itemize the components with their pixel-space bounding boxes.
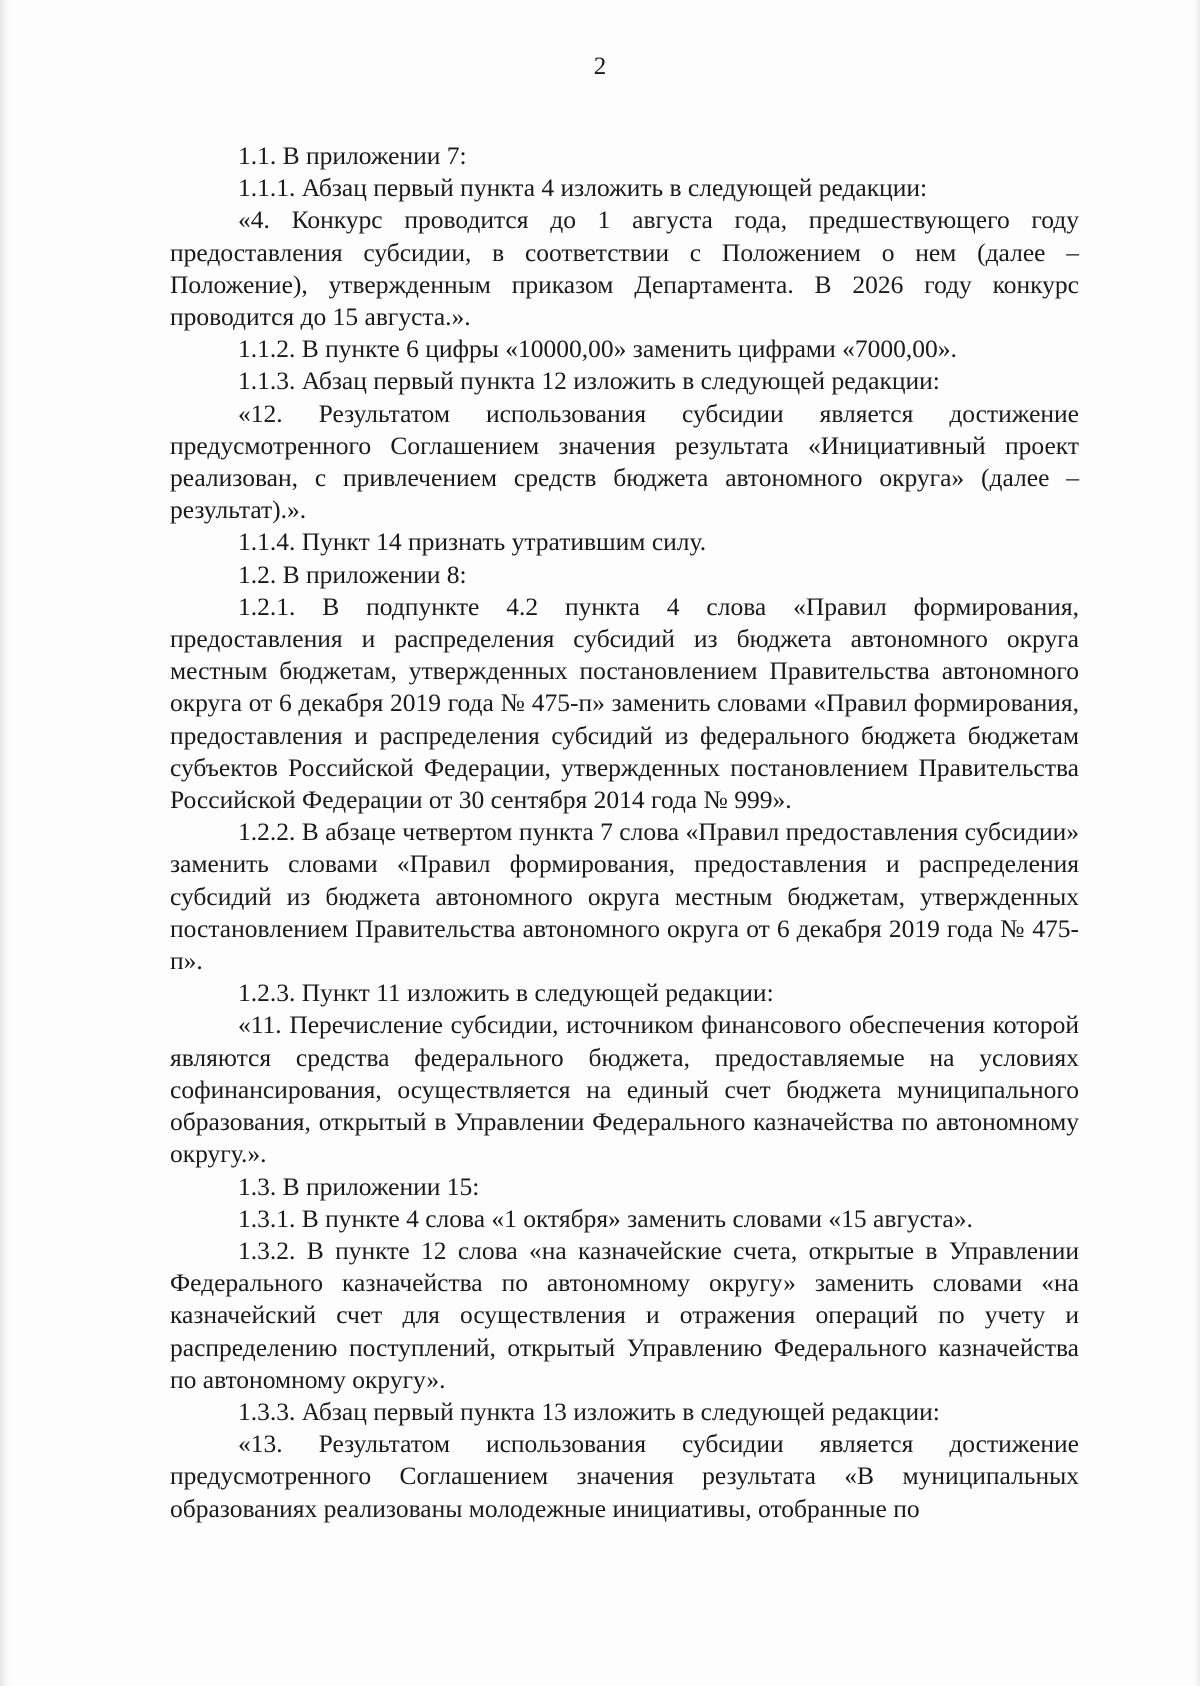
scan-edge-left bbox=[0, 0, 10, 1686]
paragraph-1-2-1: 1.2.1. В подпункте 4.2 пункта 4 слова «Правил формирования, предоставления и распределения субсидий из бюджета автономного округа местным бюджетам, утвержденных постановлением Правительства автономного округа от 6 декабря 2019 года № 475-п» заменить словами «Правил формирования, предоставления и распределения субсидий из федерального бюджета бюджетам субъектов Российской Федерации, утвержденных постановлением Правительства Российской Федерации от 30 сентября 2014 года № 999». bbox=[170, 591, 1079, 815]
paragraph-1-3: 1.3. В приложении 15: bbox=[238, 1171, 480, 1201]
paragraph-1-1-3: 1.1.3. Абзац первый пункта 12 изложить в следующей редакции: bbox=[238, 366, 940, 396]
paragraph-quote-11: «11. Перечисление субсидии, источником финансового обеспечения которой являются средства федерального бюджета, предоставляемые на условиях софинансирования, осуществляется на единый счет бюджета муниципального образования, открытый в Управлении Федерального казначейства по автономному округу.». bbox=[170, 1010, 1079, 1169]
paragraph-1-2-3: 1.2.3. Пункт 11 изложить в следующей редакции: bbox=[238, 978, 774, 1008]
paragraph-1-3-1: 1.3.1. В пункте 4 слова «1 октября» заменить словами «15 августа». bbox=[238, 1203, 973, 1233]
paragraph-1-1-1: 1.1.1. Абзац первый пункта 4 изложить в следующей редакции: bbox=[238, 173, 928, 203]
paragraph-1-1-4: 1.1.4. Пункт 14 признать утратившим силу. bbox=[238, 527, 707, 557]
document-body bbox=[170, 140, 1079, 1525]
page-number: 2 bbox=[593, 53, 607, 80]
paragraph-quote-4: «4. Конкурс проводится до 1 августа года, предшествующего году предоставления субсидии, в соответствии с Положением о нем (далее – Положение), утвержденным приказом Департамента. В 2026 году конкурс проводится до 15 августа.». bbox=[170, 205, 1079, 332]
paragraph-1-3-3: 1.3.3. Абзац первый пункта 13 изложить в следующей редакции: bbox=[238, 1396, 940, 1426]
paragraph-1-1-2: 1.1.2. В пункте 6 цифры «10000,00» заменить цифрами «7000,00». bbox=[238, 334, 957, 364]
paragraph-1-1: 1.1. В приложении 7: bbox=[238, 141, 467, 170]
paragraph-1-2: 1.2. В приложении 8: bbox=[238, 559, 467, 589]
paragraph-quote-12: «12. Результатом использования субсидии является достижение предусмотренного Соглашением значения результата «Инициативный проект реализован, с привлечением средств бюджета автономного округа» (далее – результат).». bbox=[170, 398, 1079, 525]
paragraph-1-2-2: 1.2.2. В абзаце четвертом пункта 7 слова «Правил предоставления субсидии» заменить словами «Правил формирования, предоставления и распределения субсидий из бюджета автономного округа местным бюджетам, утвержденных постановлением Правительства автономного округа от 6 декабря 2019 года № 475-п». bbox=[170, 817, 1079, 976]
scan-edge-right bbox=[1194, 0, 1200, 1686]
paragraph-1-3-2: 1.3.2. В пункте 12 слова «на казначейские счета, открытые в Управлении Федерального казначейства по автономному округу» заменить словами «на казначейский счет для осуществления и отражения операций по учету и распределению поступлений, открытый Управлению Федерального казначейства по автономному округу». bbox=[170, 1235, 1079, 1394]
paragraph-quote-13: «13. Результатом использования субсидии является достижение предусмотренного Соглашением значения результата «В муниципальных образованиях реализованы молодежные инициативы, отобранные по bbox=[170, 1429, 1079, 1523]
